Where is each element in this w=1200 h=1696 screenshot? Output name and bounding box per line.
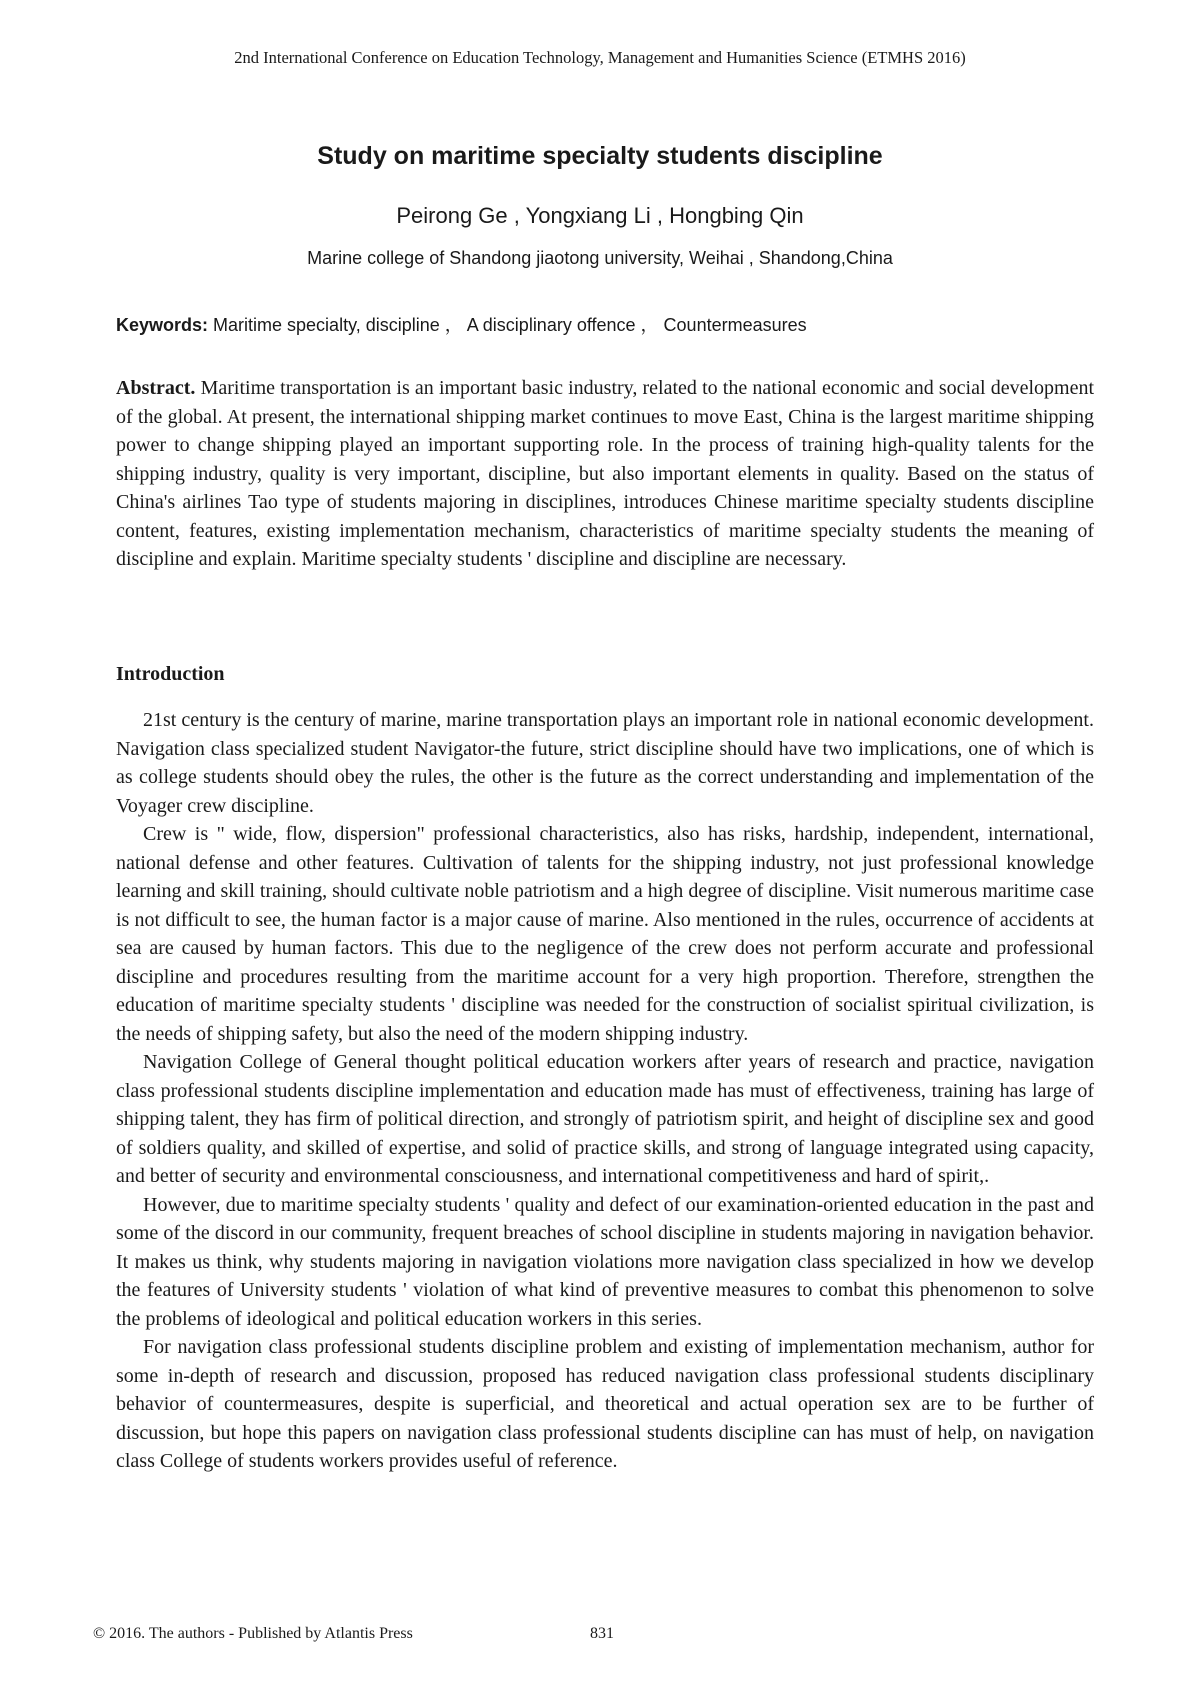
abstract-text: Maritime transportation is an important basic industry, related to the national economic and social development of the global. At present, the international shipping market continues to move East, China is the largest maritime shipping power to change shipping played an important supporting role. In the process of training high-quality talents for the shipping industry, quality is very important, discipline, but also important elements in quality. Based on the status of China's airlines Tao type of students majoring in disciplines, introduces Chinese maritime specialty students discipline content, features, existing implementation mechanism, characteristics of maritime specialty students the meaning of discipline and explain. Maritime specialty students ' discipline and discipline are necessary. [116, 377, 1094, 570]
paper-title: Study on maritime specialty students discipline [317, 142, 883, 170]
paragraph: Navigation College of General thought political education workers after years of research and practice, navigation class professional students discipline implementation and education made has must of effectiveness, training has large of shipping talent, they has firm of political direction, and strongly of patriotism spirit, and height of discipline sex and good of soldiers quality, and skilled of expertise, and solid of practice skills, and strong of language integrated using capacity, and better of security and environmental consciousness, and international competitiveness and hard of spirit,. [116, 1051, 1094, 1187]
section-heading-introduction: Introduction [116, 663, 225, 685]
keywords-line [116, 311, 1096, 337]
keywords-text: Maritime specialty, discipline ， A disciplinary offence ， Countermeasures [208, 315, 807, 335]
introduction-body [116, 706, 1094, 1476]
footer-copyright: © 2016. The authors - Published by Atlantis Press [93, 1625, 413, 1642]
abstract [116, 374, 1094, 574]
paragraph: Crew is " wide, flow, dispersion" professional characteristics, also has risks, hardship, independent, international, national defense and other features. Cultivation of talents for the shipping industry, not just professional knowledge learning and skill training, should cultivate noble patriotism and a high degree of discipline. Visit numerous maritime case is not difficult to see, the human factor is a major cause of marine. Also mentioned in the rules, occurrence of accidents at sea are caused by human factors. This due to the negligence of the crew does not perform accurate and professional discipline and procedures resulting from the maritime account for a very high proportion. Therefore, strengthen the education of maritime specialty students ' discipline was needed for the construction of socialist spiritual civilization, is the needs of shipping safety, but also the need of the modern shipping industry. [116, 823, 1094, 1045]
paragraph: 21st century is the century of marine, marine transportation plays an important role in national economic development. Navigation class specialized student Navigator-the future, strict discipline should have two implications, one of which is as college students should obey the rules, the other is the future as the correct understanding and implementation of the Voyager crew discipline. [116, 709, 1094, 817]
conference-header: 2nd International Conference on Education Technology, Management and Humanities Science (ETMHS 2016) [234, 48, 966, 67]
author-list: Peirong Ge , Yongxiang Li , Hongbing Qin [396, 203, 804, 228]
paragraph: For navigation class professional students discipline problem and existing of implementation mechanism, author for some in-depth of research and discussion, proposed has reduced navigation class professional students disciplinary behavior of countermeasures, despite is superficial, and theoretical and actual operation sex are to be further of discussion, but hope this papers on navigation class professional students discipline can has must of help, on navigation class College of students workers provides useful of reference. [116, 1336, 1094, 1472]
keywords-label: Keywords: [116, 315, 209, 335]
paragraph: However, due to maritime specialty students ' quality and defect of our examination-oriented education in the past and some of the discord in our community, frequent breaches of school discipline in students majoring in navigation behavior. It makes us think, why students majoring in navigation violations more navigation class specialized in how we develop the features of University students ' violation of what kind of preventive measures to combat this phenomenon to solve the problems of ideological and political education workers in this series. [116, 1193, 1094, 1330]
abstract-label: Abstract. [116, 377, 196, 399]
affiliation: Marine college of Shandong jiaotong university, Weihai , Shandong,China [307, 248, 893, 268]
page-number: 831 [590, 1625, 614, 1642]
